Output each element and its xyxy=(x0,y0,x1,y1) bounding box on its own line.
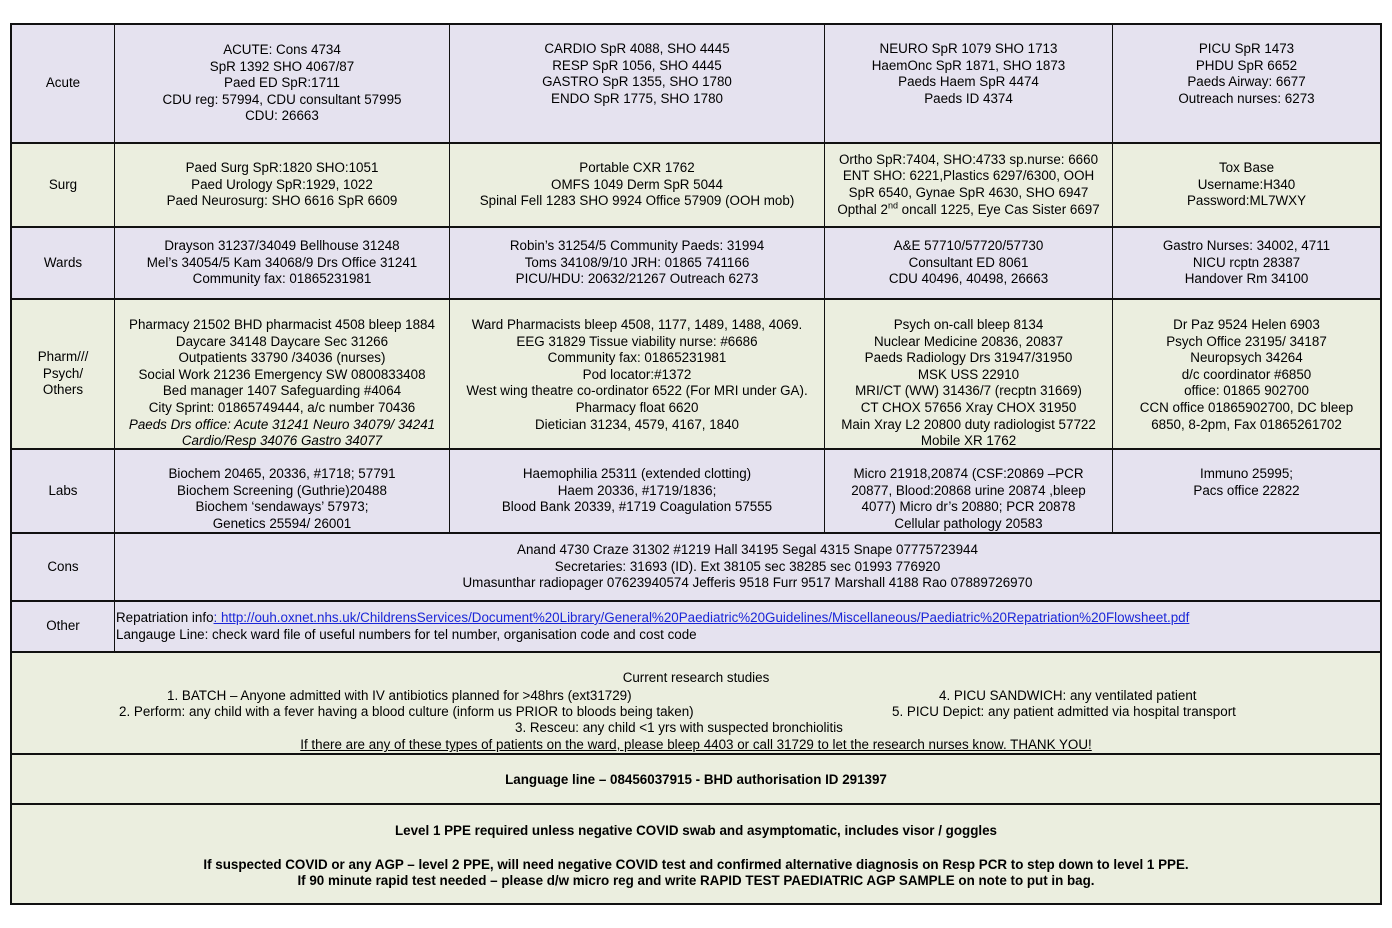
label-line: Others xyxy=(42,382,84,398)
text-line: Biochem 20465, 20336, #1718; 57791 xyxy=(168,466,396,481)
research-section xyxy=(12,653,1380,753)
text-line: Neuropsych 34264 xyxy=(1190,350,1303,366)
text-line: office: 01865 902700 xyxy=(1184,383,1309,399)
labs-cell-haem xyxy=(450,450,825,532)
text-line: CDU reg: 57994, CDU consultant 57995 xyxy=(162,91,402,107)
ppe-line-2: If suspected COVID or any AGP – level 2 PPE, will need negative COVID test and confirmed alternative diagnosis on Resp PCR to step down to level 1 PPE. xyxy=(203,857,1189,872)
row-surg xyxy=(12,144,1380,228)
text-line: Biochem Screening (Guthrie)20488 xyxy=(177,482,387,498)
acute-cell-picu xyxy=(1113,25,1380,142)
text-line: MSK USS 22910 xyxy=(917,366,1020,382)
row-label-labs: Labs xyxy=(12,450,115,532)
text-line-opthal xyxy=(837,202,1099,219)
text-line: SpR 6540, Gynae SpR 4630, SHO 6947 xyxy=(848,185,1089,200)
text-line: Psych Office 23195/ 34187 xyxy=(1166,333,1327,349)
text-line: Blood Bank 20339, #1719 Coagulation 57555 xyxy=(501,499,773,515)
contacts-table xyxy=(10,23,1382,905)
wards-cell-2 xyxy=(450,228,825,298)
text-line: Biochem ‘sendaways’ 57973; xyxy=(195,499,369,515)
text-line: Mobile XR 1762 xyxy=(920,433,1017,448)
surg-cell-paed-surgery xyxy=(115,144,450,226)
research-item-2: 2. Perform: any child with a fever having a blood culture (inform us PRIOR to bloods being taken) xyxy=(119,704,694,719)
acute-cell-general xyxy=(115,25,450,142)
other-cell xyxy=(115,602,1380,651)
text-line: Paed Neurosurg: SHO 6616 SpR 6609 xyxy=(166,193,398,209)
acute-cell-neuro-haem xyxy=(825,25,1113,142)
labs-cell-immuno xyxy=(1113,450,1380,532)
repatriation-label: Repatriation info xyxy=(116,609,214,625)
text-line: Tox Base xyxy=(1218,160,1275,176)
research-item-1: 1. BATCH – Anyone admitted with IV antibiotics planned for >48hrs (ext31729) xyxy=(167,688,632,703)
text-line: CDU: 26663 xyxy=(245,108,319,124)
text-line: d/c coordinator #6850 xyxy=(1181,366,1312,382)
text-line: ACUTE: Cons 4734 xyxy=(223,42,341,58)
row-label-pharm-psych-others xyxy=(12,300,115,448)
text-line: Secretaries: 31693 (ID). Ext 38105 sec 38285 sec 01993 776920 xyxy=(554,558,941,574)
text-line: Handover Rm 34100 xyxy=(1184,271,1309,287)
text-line: Nuclear Medicine 20836, 20837 xyxy=(873,333,1064,349)
text-line: CCN office 01865902700, DC bleep xyxy=(1139,399,1354,415)
text-line: CARDIO SpR 4088, SHO 4445 xyxy=(544,41,730,56)
research-footer: If there are any of these types of patients on the ward, please bleep 4403 or call 31729 to let the research nurses know. THANK YOU! xyxy=(300,737,1092,752)
pharm-cell-ward-pharmacists xyxy=(450,300,825,448)
text-line: Drayson 31237/34049 Bellhouse 31248 xyxy=(164,238,400,254)
cons-cell xyxy=(115,534,1380,600)
text-line: CDU 40496, 40498, 26663 xyxy=(888,271,1049,287)
opthal-rest: oncall 1225, Eye Cas Sister 6697 xyxy=(897,201,1100,217)
ppe-line-1: Level 1 PPE required unless negative COVID swab and asymptomatic, includes visor / goggles xyxy=(394,823,998,838)
text-line: Paeds ID 4374 xyxy=(924,90,1013,106)
text-line: Pacs office 22822 xyxy=(1193,482,1300,498)
wards-cell-3 xyxy=(825,228,1113,298)
text-line: Micro 21918,20874 (CSF:20869 –PCR xyxy=(853,466,1084,481)
text-line: EEG 31829 Tissue viability nurse: #6686 xyxy=(516,333,758,349)
text-line: Paed ED SpR:1711 xyxy=(224,75,340,91)
ordinal-suffix: nd xyxy=(887,200,898,211)
text-line: Consultant ED 8061 xyxy=(908,254,1029,270)
text-line: Umasunthar radiopager 07623940574 Jefferis 9518 Furr 9517 Marshall 4188 Rao 07889726970 xyxy=(462,575,1033,591)
row-label-wards: Wards xyxy=(12,228,115,298)
text-line: Pod locator:#1372 xyxy=(582,366,692,382)
row-language-line xyxy=(12,755,1380,805)
text-line: HaemOnc SpR 1871, SHO 1873 xyxy=(871,57,1066,73)
text-line: Haemophilia 25311 (extended clotting) xyxy=(522,466,752,481)
row-labs xyxy=(12,450,1380,534)
text-line: Pharmacy float 6620 xyxy=(575,399,699,415)
label-line: Pharm/// xyxy=(37,349,89,365)
text-line: Dietician 31234, 4579, 4167, 1840 xyxy=(535,416,739,432)
text-line: Genetics 25594/ 26001 xyxy=(212,515,352,531)
text-line: NICU rcptn 28387 xyxy=(1192,254,1301,270)
text-line: West wing theatre co-ordinator 6522 (For MRI under GA). xyxy=(466,383,808,399)
labs-cell-micro xyxy=(825,450,1113,532)
row-ppe xyxy=(12,805,1380,903)
pharm-cell-psych-office xyxy=(1113,300,1380,448)
row-label-acute: Acute xyxy=(12,25,115,142)
repatriation-link[interactable]: : http://ouh.oxnet.nhs.uk/ChildrensServices/Document%20Library/General%20Paediatric%20Guidelines/Miscellaneous/Paediatric%20Repatriation%20Flowsheet.pdf xyxy=(213,609,1190,625)
text-line: Social Work 21236 Emergency SW 0800833408 xyxy=(138,366,426,382)
surg-cell-radiology xyxy=(450,144,825,226)
text-line: Outreach nurses: 6273 xyxy=(1178,90,1315,106)
text-line: SpR 1392 SHO 4067/87 xyxy=(209,58,355,74)
text-line: PICU SpR 1473 xyxy=(1198,41,1295,56)
language-line-note: Langauge Line: check ward file of useful numbers for tel number, organisation code and cost code xyxy=(116,626,697,642)
text-line: Ortho SpR:7404, SHO:4733 sp.nurse: 6660 xyxy=(838,151,1099,167)
text-line: 6850, 8-2pm, Fax 01865261702 xyxy=(1151,416,1342,432)
text-line: Daycare 34148 Daycare Sec 31266 xyxy=(175,333,389,349)
research-item-5: 5. PICU Depict: any patient admitted via hospital transport xyxy=(892,704,1236,719)
text-line: Anand 4730 Craze 31302 #1219 Hall 34195 Segal 4315 Snape 07775723944 xyxy=(517,542,978,558)
pharm-cell-pharmacy xyxy=(115,300,450,448)
text-line: Paeds Airway: 6677 xyxy=(1187,74,1306,90)
text-line: Mel’s 34054/5 Kam 34068/9 Drs Office 31241 xyxy=(146,254,418,270)
text-line: Gastro Nurses: 34002, 4711 xyxy=(1162,238,1331,254)
text-line: Dr Paz 9524 Helen 6903 xyxy=(1173,317,1320,332)
text-line: Pharmacy 21502 BHD pharmacist 4508 bleep 1884 xyxy=(129,317,435,332)
row-research xyxy=(12,653,1380,755)
text-line: Community fax: 01865231981 xyxy=(547,350,727,366)
acute-cell-specialties xyxy=(450,25,825,142)
text-line: CT CHOX 57656 Xray CHOX 31950 xyxy=(860,399,1077,415)
wards-cell-4 xyxy=(1113,228,1380,298)
research-title: Current research studies xyxy=(622,670,770,685)
text-line: Portable CXR 1762 xyxy=(579,160,695,176)
text-line: Psych on-call bleep 8134 xyxy=(893,317,1044,332)
text-line: Paeds Radiology Drs 31947/31950 xyxy=(864,350,1073,366)
surg-cell-toxbase xyxy=(1113,144,1380,226)
wards-cell-1 xyxy=(115,228,450,298)
pharm-cell-psych-radiology xyxy=(825,300,1113,448)
labs-cell-biochem xyxy=(115,450,450,532)
row-other xyxy=(12,602,1380,653)
row-pharm-psych-others xyxy=(12,300,1380,450)
text-line: Main Xray L2 20800 duty radiologist 57722 xyxy=(841,416,1096,432)
text-line-italic: Paeds Drs office: Acute 31241 Neuro 34079/ 34241 xyxy=(128,416,436,432)
text-line: Outpatients 33790 /34036 (nurses) xyxy=(178,350,386,366)
text-line: 20877, Blood:20868 urine 20874 ,bleep xyxy=(851,482,1086,498)
text-line: Toms 34108/9/10 JRH: 01865 741166 xyxy=(524,254,750,270)
text-line: Community fax: 01865231981 xyxy=(192,271,372,287)
text-line: Immuno 25995; xyxy=(1199,466,1294,481)
text-line: Haem 20336, #1719/1836; xyxy=(557,482,717,498)
text-line: PHDU SpR 6652 xyxy=(1195,57,1298,73)
text-line: PICU/HDU: 20632/21267 Outreach 6273 xyxy=(515,271,759,287)
row-label-other: Other xyxy=(12,602,115,651)
row-cons xyxy=(12,534,1380,602)
ppe-line-3: If 90 minute rapid test needed – please d/w micro reg and write RAPID TEST PAEDIATRIC AGP SAMPLE on note to put in bag. xyxy=(297,873,1095,888)
text-line: Bed manager 1407 Safeguarding #4064 xyxy=(162,383,402,399)
research-item-3: 3. Resceu: any child <1 yrs with suspected bronchiolitis xyxy=(515,720,843,735)
repatriation-line xyxy=(116,610,1189,627)
text-line: Cellular pathology 20583 xyxy=(894,515,1043,531)
research-item-4: 4. PICU SANDWICH: any ventilated patient xyxy=(939,688,1197,703)
row-label-cons: Cons xyxy=(12,534,115,600)
language-line-text: Language line – 08456037915 - BHD authorisation ID 291397 xyxy=(505,771,887,787)
text-line: OMFS 1049 Derm SpR 5044 xyxy=(551,176,723,192)
text-line: Username:H340 xyxy=(1197,176,1296,192)
text-line: 4077) Micro dr’s 20880; PCR 20878 xyxy=(861,499,1076,515)
text-line: GASTRO SpR 1355, SHO 1780 xyxy=(542,74,732,90)
row-acute xyxy=(12,25,1380,144)
ppe-section xyxy=(12,805,1380,903)
text-line: Password:ML7WXY xyxy=(1186,193,1307,209)
text-line: Robin’s 31254/5 Community Paeds: 31994 xyxy=(509,238,765,254)
opthal-prefix: Opthal 2 xyxy=(837,201,888,217)
label-line: Psych/ xyxy=(42,365,84,381)
text-line: Paed Surg SpR:1820 SHO:1051 xyxy=(185,160,379,176)
text-line: RESP SpR 1056, SHO 4445 xyxy=(552,57,722,73)
row-wards xyxy=(12,228,1380,300)
surg-cell-ortho-ent xyxy=(825,144,1113,226)
text-line: MRI/CT (WW) 31436/7 (recptn 31669) xyxy=(855,383,1082,399)
text-line: Paed Urology SpR:1929, 1022 xyxy=(191,176,373,192)
text-line: City Sprint: 01865749444, a/c number 70436 xyxy=(148,399,416,415)
text-line: Paeds Haem SpR 4474 xyxy=(898,74,1039,90)
text-line-italic: Cardio/Resp 34076 Gastro 34077 xyxy=(181,433,383,448)
row-label-surg: Surg xyxy=(12,144,115,226)
text-line: NEURO SpR 1079 SHO 1713 xyxy=(879,41,1058,56)
text-line: ENDO SpR 1775, SHO 1780 xyxy=(551,90,723,106)
text-line: ENT SHO: 6221,Plastics 6297/6300, OOH xyxy=(842,168,1095,184)
text-line: Spinal Fell 1283 SHO 9924 Office 57909 (OOH mob) xyxy=(479,193,795,209)
text-line: Ward Pharmacists bleep 4508, 1177, 1489, 1488, 4069. xyxy=(471,317,803,332)
text-line: A&E 57710/57720/57730 xyxy=(893,238,1044,254)
